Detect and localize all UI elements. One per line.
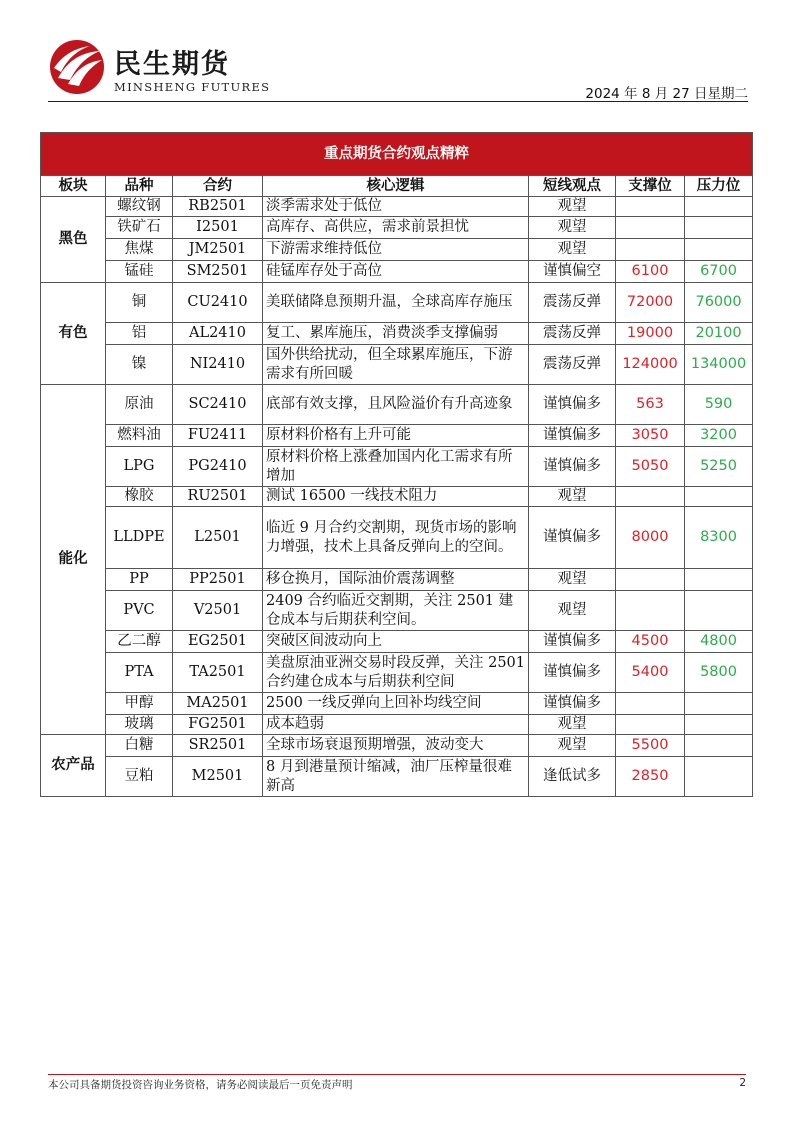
contract-cell: L2501 — [173, 507, 263, 569]
column-header: 合约 — [173, 176, 263, 197]
variety-cell: PP — [106, 569, 173, 591]
view-cell: 震荡反弹 — [529, 345, 616, 385]
view-cell: 谨慎偏多 — [529, 425, 616, 447]
header-divider — [48, 101, 748, 102]
view-cell: 观望 — [529, 715, 616, 735]
contract-cell: I2501 — [173, 217, 263, 239]
contract-cell: NI2410 — [173, 345, 263, 385]
table-row — [41, 345, 753, 385]
resistance-cell: 4800 — [685, 631, 753, 653]
view-cell: 震荡反弹 — [529, 283, 616, 323]
variety-cell: 铜 — [106, 283, 173, 323]
support-cell: 72000 — [616, 283, 685, 323]
contract-cell: CU2410 — [173, 283, 263, 323]
table-title: 重点期货合约观点精粹 — [41, 133, 753, 176]
table-row — [41, 735, 753, 757]
report-date: 2024 年 8 月 27 日星期二 — [585, 86, 748, 102]
brand-name-en: MINSHENG FUTURES — [114, 80, 271, 94]
contract-cell: RU2501 — [173, 487, 263, 507]
variety-cell: 乙二醇 — [106, 631, 173, 653]
sector-cell: 农产品 — [41, 735, 106, 797]
support-cell — [616, 693, 685, 715]
table-row — [41, 631, 753, 653]
column-header: 核心逻辑 — [263, 176, 529, 197]
support-cell: 4500 — [616, 631, 685, 653]
contract-cell: MA2501 — [173, 693, 263, 715]
variety-cell: LPG — [106, 447, 173, 487]
sector-cell: 能化 — [41, 385, 106, 735]
table-row — [41, 653, 753, 693]
view-cell: 观望 — [529, 197, 616, 217]
variety-cell: LLDPE — [106, 507, 173, 569]
table-row — [41, 323, 753, 345]
variety-cell: 原油 — [106, 385, 173, 425]
logic-cell: 下游需求维持低位 — [263, 239, 529, 261]
resistance-cell: 3200 — [685, 425, 753, 447]
contract-cell: TA2501 — [173, 653, 263, 693]
page-header — [48, 36, 748, 106]
variety-cell: 橡胶 — [106, 487, 173, 507]
support-cell — [616, 591, 685, 631]
column-header: 短线观点 — [529, 176, 616, 197]
support-cell: 5400 — [616, 653, 685, 693]
table-row — [41, 591, 753, 631]
variety-cell: 铝 — [106, 323, 173, 345]
resistance-cell: 5800 — [685, 653, 753, 693]
resistance-cell: 590 — [685, 385, 753, 425]
logic-cell: 国外供给扰动，但全球累库施压，下游需求有所回暖 — [263, 345, 529, 385]
minsheng-logo-icon — [48, 38, 108, 96]
contract-cell: FU2411 — [173, 425, 263, 447]
logic-cell: 成本趋弱 — [263, 715, 529, 735]
support-cell — [616, 197, 685, 217]
column-header: 板块 — [41, 176, 106, 197]
contract-cell: JM2501 — [173, 239, 263, 261]
view-cell: 谨慎偏空 — [529, 261, 616, 283]
resistance-cell — [685, 569, 753, 591]
view-cell: 谨慎偏多 — [529, 507, 616, 569]
logic-cell: 移仓换月，国际油价震荡调整 — [263, 569, 529, 591]
table-row — [41, 569, 753, 591]
resistance-cell: 5250 — [685, 447, 753, 487]
variety-cell: 锰硅 — [106, 261, 173, 283]
view-cell: 观望 — [529, 487, 616, 507]
support-cell — [616, 715, 685, 735]
table-row — [41, 447, 753, 487]
resistance-cell — [685, 217, 753, 239]
support-cell: 8000 — [616, 507, 685, 569]
logic-cell: 全球市场衰退预期增强，波动变大 — [263, 735, 529, 757]
variety-cell: 甲醇 — [106, 693, 173, 715]
logic-cell: 2409 合约临近交割期，关注 2501 建仓成本与后期获利空间。 — [263, 591, 529, 631]
variety-cell: 玻璃 — [106, 715, 173, 735]
contract-cell: SM2501 — [173, 261, 263, 283]
support-cell: 5050 — [616, 447, 685, 487]
support-cell: 3050 — [616, 425, 685, 447]
view-cell: 观望 — [529, 735, 616, 757]
table-row — [41, 693, 753, 715]
resistance-cell — [685, 735, 753, 757]
resistance-cell: 6700 — [685, 261, 753, 283]
variety-cell: PTA — [106, 653, 173, 693]
footer-divider — [48, 1074, 746, 1075]
table-row — [41, 283, 753, 323]
resistance-cell — [685, 757, 753, 797]
contract-cell: PG2410 — [173, 447, 263, 487]
support-cell — [616, 217, 685, 239]
sector-cell: 黑色 — [41, 197, 106, 283]
view-cell: 观望 — [529, 239, 616, 261]
resistance-cell: 76000 — [685, 283, 753, 323]
table-row — [41, 261, 753, 283]
table-row — [41, 385, 753, 425]
logic-cell: 高库存、高供应，需求前景担忧 — [263, 217, 529, 239]
logic-cell: 原材料价格上涨叠加国内化工需求有所增加 — [263, 447, 529, 487]
page-number: 2 — [739, 1077, 746, 1089]
view-cell: 谨慎偏多 — [529, 631, 616, 653]
support-cell — [616, 239, 685, 261]
logic-cell: 测试 16500 一线技术阻力 — [263, 487, 529, 507]
contract-cell: M2501 — [173, 757, 263, 797]
variety-cell: 焦煤 — [106, 239, 173, 261]
logic-cell: 淡季需求处于低位 — [263, 197, 529, 217]
table-row — [41, 757, 753, 797]
view-cell: 观望 — [529, 569, 616, 591]
logic-cell: 8 月到港量预计缩减，油厂压榨量很难新高 — [263, 757, 529, 797]
contract-cell: AL2410 — [173, 323, 263, 345]
variety-cell: 螺纹钢 — [106, 197, 173, 217]
table-row — [41, 487, 753, 507]
view-cell: 谨慎偏多 — [529, 693, 616, 715]
support-cell — [616, 569, 685, 591]
logic-cell: 临近 9 月合约交割期，现货市场的影响力增强，技术上具备反弹向上的空间。 — [263, 507, 529, 569]
logic-cell: 原材料价格有上升可能 — [263, 425, 529, 447]
contract-cell: SC2410 — [173, 385, 263, 425]
variety-cell: 豆粕 — [106, 757, 173, 797]
view-cell: 逢低试多 — [529, 757, 616, 797]
column-header: 品种 — [106, 176, 173, 197]
resistance-cell — [685, 487, 753, 507]
contract-cell: V2501 — [173, 591, 263, 631]
logic-cell: 美盘原油亚洲交易时段反弹，关注 2501 合约建仓成本与后期获利空间 — [263, 653, 529, 693]
table-row — [41, 507, 753, 569]
variety-cell: 燃料油 — [106, 425, 173, 447]
support-cell: 19000 — [616, 323, 685, 345]
table-row — [41, 715, 753, 735]
view-cell: 震荡反弹 — [529, 323, 616, 345]
logic-cell: 硅锰库存处于高位 — [263, 261, 529, 283]
logic-cell: 底部有效支撑，且风险溢价有升高迹象 — [263, 385, 529, 425]
support-cell: 124000 — [616, 345, 685, 385]
contract-cell: FG2501 — [173, 715, 263, 735]
support-cell — [616, 487, 685, 507]
table-row — [41, 425, 753, 447]
footer-disclaimer: 本公司具备期货投资咨询业务资格，请务必阅读最后一页免责声明 — [48, 1079, 353, 1091]
view-cell: 谨慎偏多 — [529, 447, 616, 487]
logic-cell: 复工、累库施压，消费淡季支撑偏弱 — [263, 323, 529, 345]
futures-views-table — [40, 132, 753, 797]
resistance-cell — [685, 197, 753, 217]
resistance-cell: 134000 — [685, 345, 753, 385]
column-header: 支撑位 — [616, 176, 685, 197]
view-cell: 观望 — [529, 217, 616, 239]
contract-cell: PP2501 — [173, 569, 263, 591]
resistance-cell — [685, 239, 753, 261]
table-row — [41, 239, 753, 261]
resistance-cell — [685, 591, 753, 631]
table-row — [41, 217, 753, 239]
support-cell: 563 — [616, 385, 685, 425]
view-cell: 观望 — [529, 591, 616, 631]
logic-cell: 美联储降息预期升温，全球高库存施压 — [263, 283, 529, 323]
contract-cell: SR2501 — [173, 735, 263, 757]
variety-cell: 镍 — [106, 345, 173, 385]
resistance-cell: 8300 — [685, 507, 753, 569]
variety-cell: PVC — [106, 591, 173, 631]
contract-cell: EG2501 — [173, 631, 263, 653]
support-cell: 6100 — [616, 261, 685, 283]
view-cell: 谨慎偏多 — [529, 385, 616, 425]
variety-cell: 白糖 — [106, 735, 173, 757]
logic-cell: 2500 一线反弹向上回补均线空间 — [263, 693, 529, 715]
column-header: 压力位 — [685, 176, 753, 197]
sector-cell: 有色 — [41, 283, 106, 385]
contract-cell: RB2501 — [173, 197, 263, 217]
support-cell: 5500 — [616, 735, 685, 757]
table-row — [41, 197, 753, 217]
resistance-cell — [685, 693, 753, 715]
logic-cell: 突破区间波动向上 — [263, 631, 529, 653]
resistance-cell: 20100 — [685, 323, 753, 345]
support-cell: 2850 — [616, 757, 685, 797]
variety-cell: 铁矿石 — [106, 217, 173, 239]
brand-name-cn: 民生期货 — [114, 49, 230, 80]
view-cell: 谨慎偏多 — [529, 653, 616, 693]
resistance-cell — [685, 715, 753, 735]
